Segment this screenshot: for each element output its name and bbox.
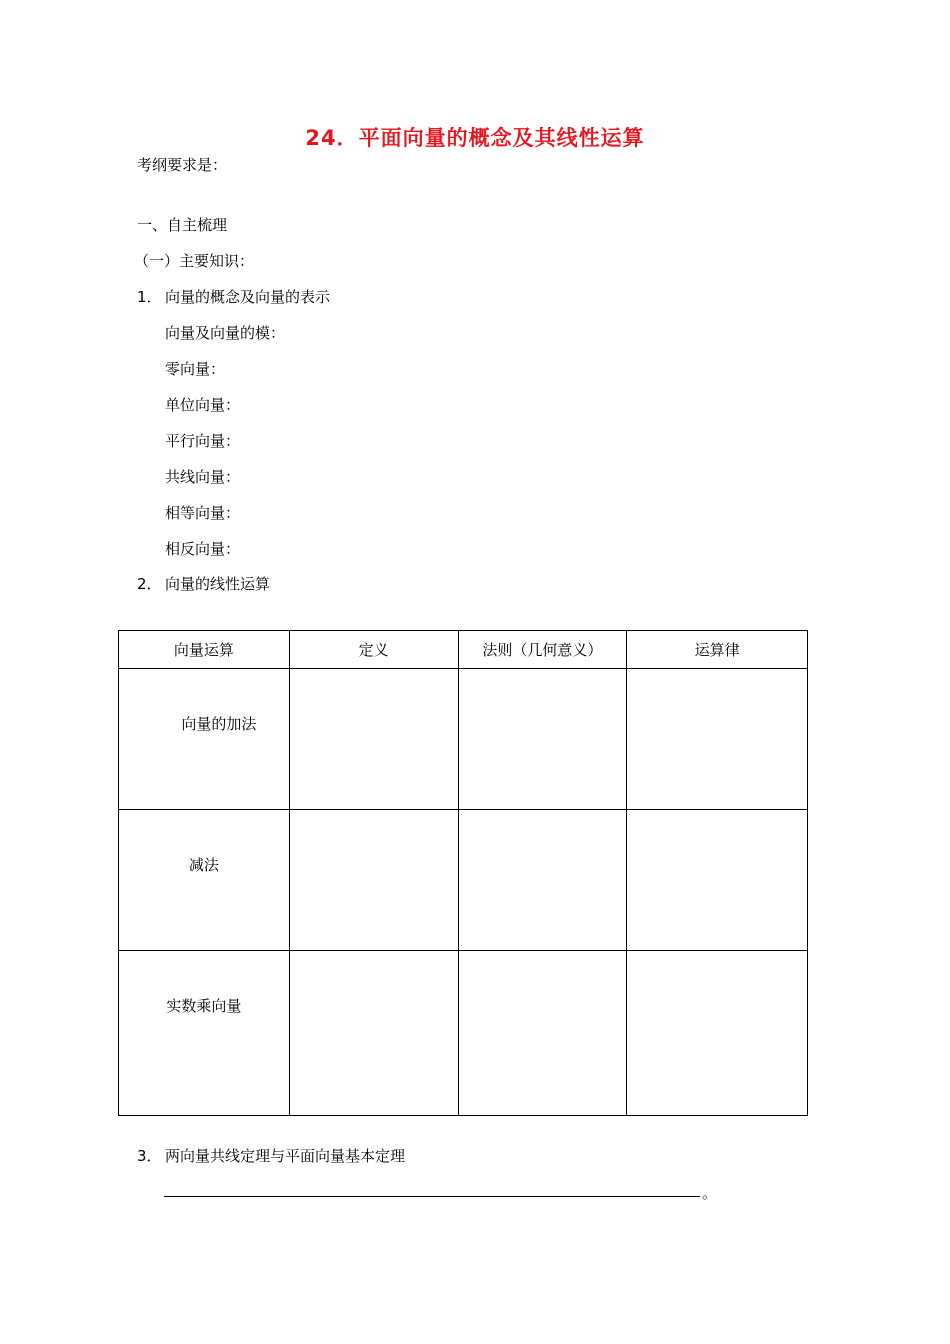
end-period: 。 <box>702 1184 718 1202</box>
subitem-vector-magnitude: 向量及向量的模： <box>165 324 286 342</box>
item-2-text: 向量的线性运算 <box>165 575 271 593</box>
answer-cell[interactable] <box>289 810 458 951</box>
answer-cell[interactable] <box>627 951 808 1116</box>
requirements-label: 考纲要求是： <box>137 156 228 174</box>
answer-cell[interactable] <box>627 810 808 951</box>
item-1 <box>137 286 330 307</box>
answer-cell[interactable] <box>289 669 458 810</box>
row-label-subtraction: 减法 <box>119 810 290 951</box>
subitem-opposite-vectors: 相反向量： <box>165 540 241 558</box>
table-row <box>119 669 808 810</box>
subsection-heading-main-knowledge: （一）主要知识： <box>134 252 255 270</box>
table-row <box>119 951 808 1116</box>
item-3-number: 3． <box>137 1147 162 1165</box>
table-row <box>119 810 808 951</box>
section-heading-self-review: 一、自主梳理 <box>137 216 228 234</box>
item-2-number: 2． <box>137 575 162 593</box>
subitem-unit-vector: 单位向量： <box>165 396 241 414</box>
item-1-text: 向量的概念及向量的表示 <box>165 288 331 306</box>
subitem-zero-vector: 零向量： <box>165 360 226 378</box>
header-laws: 运算律 <box>627 631 808 669</box>
answer-cell[interactable] <box>458 669 627 810</box>
page-title: 24．平面向量的概念及其线性运算 <box>305 126 645 150</box>
answer-cell[interactable] <box>289 951 458 1116</box>
linear-operations-table <box>118 630 808 1116</box>
header-definition: 定义 <box>289 631 458 669</box>
header-rule: 法则（几何意义） <box>458 631 627 669</box>
row-label-scalar-multiplication: 实数乘向量 <box>119 951 290 1116</box>
answer-cell[interactable] <box>627 669 808 810</box>
subitem-parallel-vectors: 平行向量： <box>165 432 241 450</box>
item-3-text: 两向量共线定理与平面向量基本定理 <box>165 1147 406 1165</box>
answer-blank-line[interactable] <box>164 1196 700 1197</box>
answer-cell[interactable] <box>458 810 627 951</box>
answer-cell[interactable] <box>458 951 627 1116</box>
subitem-collinear-vectors: 共线向量： <box>165 468 241 486</box>
item-3 <box>137 1145 405 1166</box>
header-operation: 向量运算 <box>119 631 290 669</box>
item-1-number: 1． <box>137 288 162 306</box>
table-header-row <box>119 631 808 669</box>
row-label-addition: 向量的加法 <box>119 669 290 810</box>
subitem-equal-vectors: 相等向量： <box>165 504 241 522</box>
item-2 <box>137 573 270 594</box>
